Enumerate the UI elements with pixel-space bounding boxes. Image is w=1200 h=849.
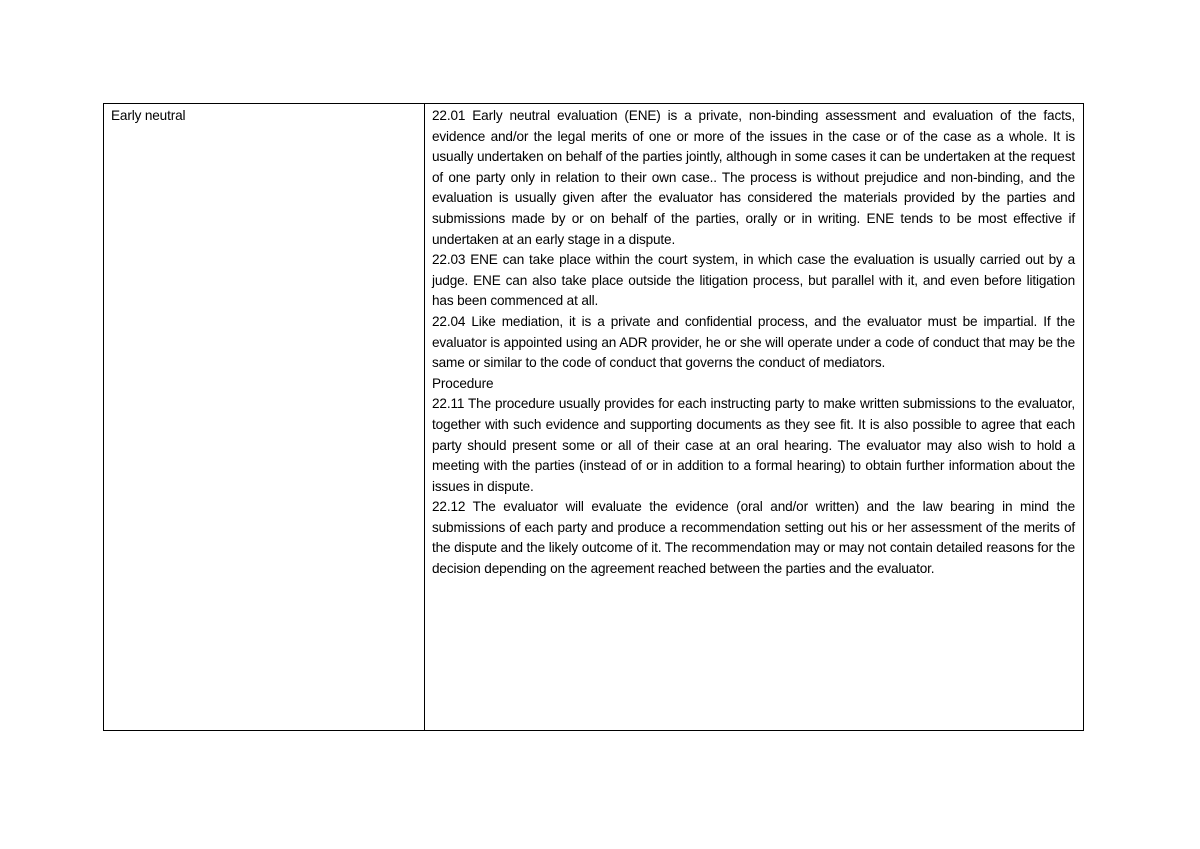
term-label: Early neutral (111, 108, 186, 123)
paragraph-22-03: 22.03 ENE can take place within the court system, in which case the evaluation is usually carried out by a judge. ENE can also take place outside the litigation process, but parallel with it, and even before litigation has been commenced at all. (432, 252, 1075, 309)
paragraph-22-11: 22.11 The procedure usually provides for each instructing party to make written submissions to the evaluator, together with such evidence and supporting documents as they see fit. It is also possible to agree that each party should present some or all of their case at an oral hearing. The evaluator may also wish to hold a meeting with the parties (instead of or in addition to a formal hearing) to obtain further information about the issues in dispute. (432, 396, 1075, 494)
description-cell (425, 104, 1084, 731)
procedure-heading: Procedure (432, 375, 494, 391)
paragraph-22-04: 22.04 Like mediation, it is a private and confidential process, and the evaluator must be impartial. If the evaluator is appointed using an ADR provider, he or she will operate under a code of conduct that may be the same or similar to the code of conduct that governs the conduct of mediators. (432, 313, 1075, 371)
term-cell (104, 104, 425, 731)
paragraph-22-12: 22.12 The evaluator will evaluate the evidence (oral and/or written) and the law bearing in mind the submissions of each party and produce a recommendation setting out his or her assessment of the merits of the dispute and the likely outcome of it. The recommendation may or may not contain detailed reasons for the decision depending on the agreement reached between the parties and the evaluator. (432, 499, 1075, 577)
table-row (104, 104, 1084, 731)
definition-table (103, 103, 1084, 731)
paragraph-22-01: 22.01 Early neutral evaluation (ENE) is a private, non-binding assessment and evaluation of the facts, evidence and/or the legal merits of one or more of the issues in the case or of the case as a whole. It is usually undertaken on behalf of the parties jointly, although in some cases it can be undertaken at the request of one party only in relation to their own case.. The process is without prejudice and non-binding, and the evaluation is usually given after the evaluator has considered the materials provided by the parties and submissions made by or on behalf of the parties, orally or in writing. ENE tends to be most effective if undertaken at an early stage in a dispute. (432, 108, 1075, 247)
